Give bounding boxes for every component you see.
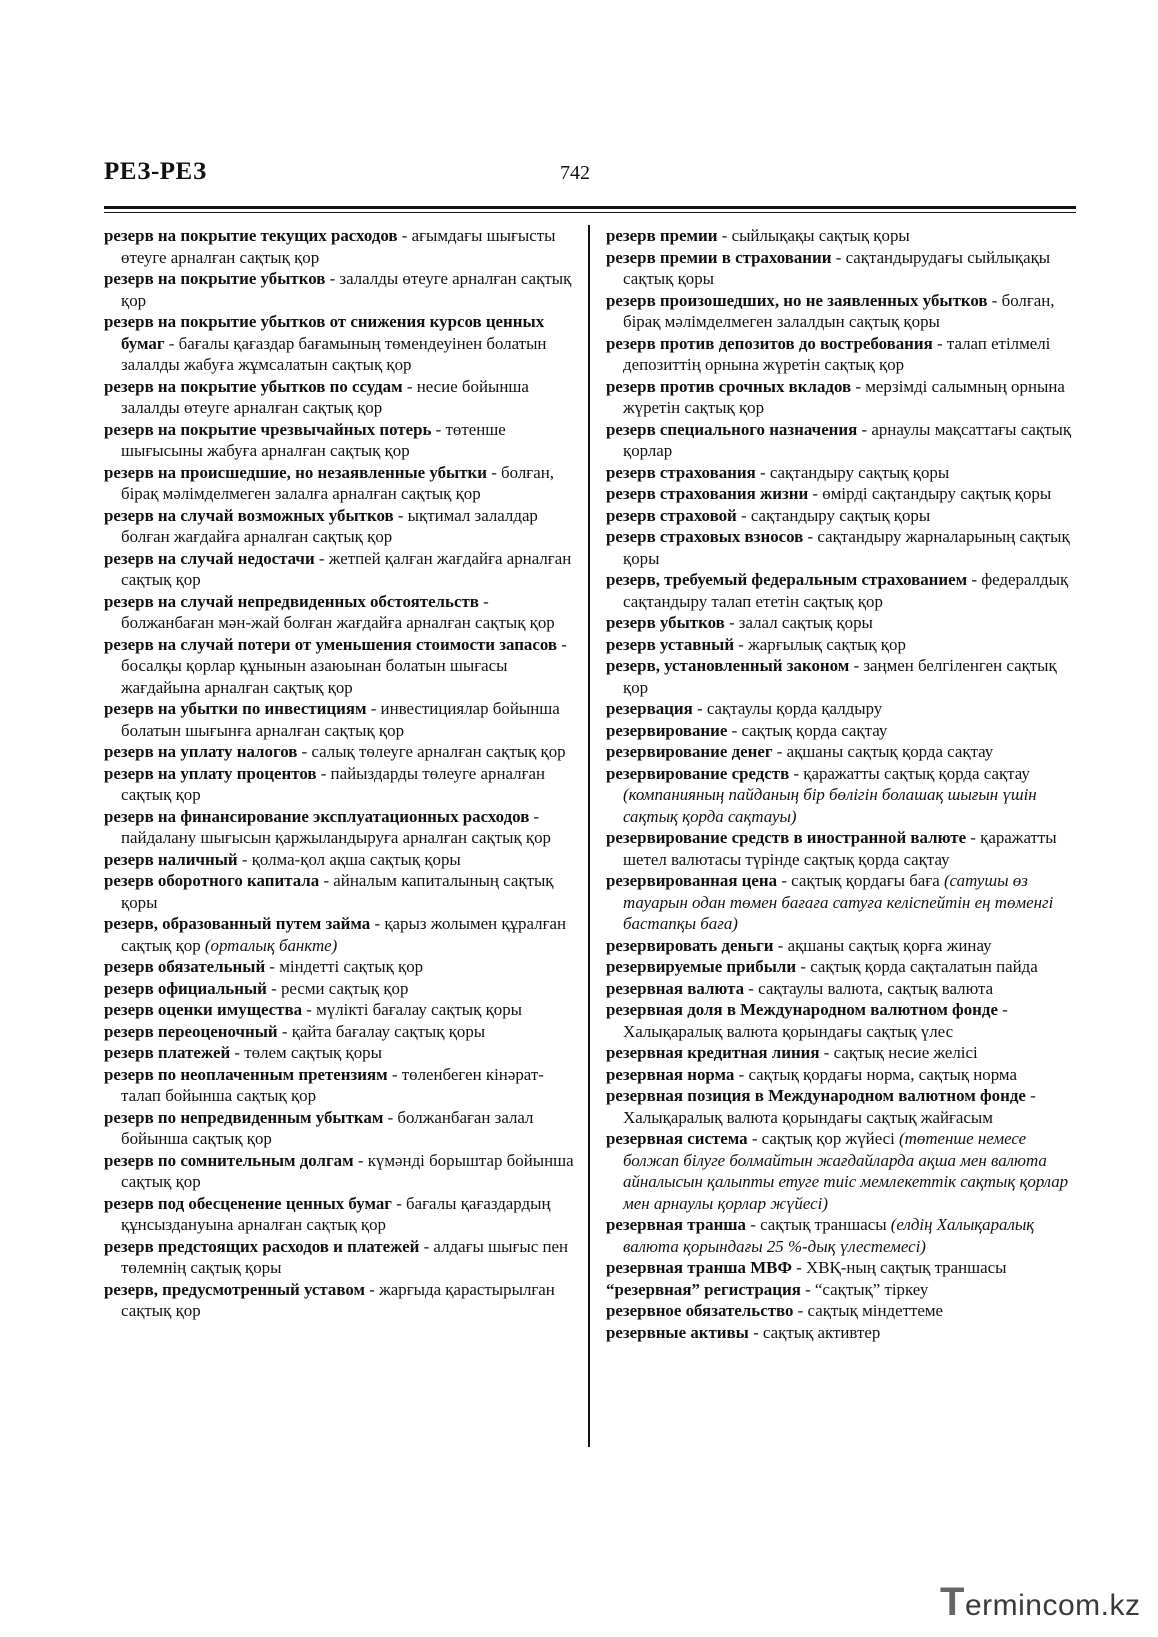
- entry-definition: - қайта бағалау сақтық қоры: [277, 1021, 486, 1041]
- entry-definition: - залал сақтық қоры: [724, 613, 873, 632]
- entry-note: (сатушы өз тауарын одан төмен бағаға сатуға келіспейтін ең төменгі бастапқы баға): [623, 871, 1054, 933]
- entry-definition: - алдағы шығыс пен төлемнің сақтық қоры: [121, 1236, 569, 1277]
- dictionary-entry: [104, 634, 574, 699]
- header-rule-thick: [104, 206, 1076, 209]
- entry-note: (елдің Халықаралық валюта қорындағы 25 %-дық үлестемесі): [623, 1215, 1035, 1256]
- entry-definition: - қаражатты сақтық қорда сақтау: [789, 763, 1030, 783]
- dictionary-entry: [606, 505, 1076, 527]
- entry-definition: - босалқы қорлар құнынын азаюынан болатын шығасы жағдайына арналған сақтық қор: [121, 634, 567, 697]
- entry-definition: - ақшаны сақтық қорда сақтау: [772, 742, 994, 761]
- dictionary-entry: [606, 526, 1076, 569]
- entry-term: резерв на случай непредвиденных обстоятельств: [104, 591, 479, 611]
- entry-definition: - сақтандырудағы сыйлықақы сақтық қоры: [623, 247, 1051, 288]
- dictionary-entry: [104, 763, 574, 806]
- dictionary-entry: [606, 1322, 1076, 1344]
- entry-term: резерв на уплату процентов: [104, 763, 317, 783]
- entry-term: резерв на случай недостачи: [104, 548, 315, 568]
- entry-definition: - күмәнді борыштар бойынша сақтық қор: [121, 1150, 574, 1191]
- entry-definition: - залалды өтеуге арналған сақтық қор: [121, 269, 572, 310]
- dictionary-entry: [606, 225, 1076, 247]
- entry-term: резерв на покрытие текущих расходов: [104, 226, 398, 245]
- entry-definition: - салық төлеуге арналған сақтық қор: [297, 742, 566, 761]
- entry-term: резерв уставный: [606, 634, 735, 654]
- entry-definition: - міндетті сақтық қор: [265, 957, 424, 976]
- dictionary-entry: [606, 956, 1076, 978]
- dictionary-entry: [606, 870, 1076, 935]
- entry-term: резервирование средств в иностранной валюте: [606, 828, 967, 847]
- entry-term: резервирование денег: [606, 742, 773, 761]
- entry-definition: - мерзімді салымның орнына жүретін сақтық қор: [623, 376, 1065, 417]
- dictionary-entry: [606, 376, 1076, 419]
- entry-definition: - ХВҚ-ның сақтық траншасы: [791, 1258, 1007, 1277]
- entry-definition: - төтенше шығысыны жабуға арналған сақтық қор: [121, 419, 506, 460]
- dictionary-entry: [104, 913, 574, 956]
- entry-term: резерв против срочных вкладов: [606, 376, 852, 396]
- entry-definition: - сақтық қорда сақталатын пайда: [796, 957, 1038, 976]
- entry-term: резервная транша: [606, 1215, 747, 1234]
- entry-definition: - өмірді сақтандыру сақтық қоры: [808, 484, 1052, 503]
- dictionary-entry: [104, 1150, 574, 1193]
- entry-term: резерв страховых взносов: [606, 527, 804, 546]
- termincom-watermark-logo: Termincom.kz: [940, 1580, 1141, 1624]
- entry-term: резервная позиция в Международном валютном фонде: [606, 1086, 1026, 1105]
- entry-term: резерв наличный: [104, 849, 238, 869]
- entry-definition: - болған, бірақ мәлімделмеген залалдын сақтық қоры: [623, 290, 1055, 331]
- entry-term: резервная кредитная линия: [606, 1043, 820, 1062]
- entry-definition: - сақтық міндеттеме: [793, 1301, 944, 1320]
- entry-term: резервирование средств: [606, 763, 790, 783]
- dictionary-entry: [104, 849, 574, 871]
- entry-term: резерв, образованный путем займа: [104, 914, 371, 933]
- entry-definition: - Халықаралық валюта қорындағы сақтық жайғасым: [623, 1086, 1036, 1127]
- entry-definition: - жарғыда қарастырылған сақтық қор: [121, 1279, 555, 1320]
- entry-term: резервировать деньги: [606, 935, 774, 955]
- header-rule-thin: [104, 212, 1076, 213]
- entry-term: резерв платежей: [104, 1043, 231, 1062]
- entry-term: резерв на покрытие убытков по ссудам: [104, 376, 403, 396]
- column-divider: [588, 225, 590, 1447]
- entry-definition: - сақтандыру сақтық қоры: [755, 462, 950, 482]
- entry-term: резерв страховой: [606, 505, 737, 525]
- left-column: [104, 225, 574, 1322]
- entry-term: резервная валюта: [606, 978, 745, 998]
- entry-term: резервные активы: [606, 1322, 749, 1342]
- entry-term: резервируемые прибыли: [606, 957, 797, 976]
- dictionary-entry: [104, 956, 574, 978]
- entry-definition: - сақтық қор жүйесі: [747, 1129, 900, 1148]
- entry-term: резерв, требуемый федеральным страхованием: [606, 570, 968, 589]
- running-header: РЕЗ-РЕЗ: [104, 158, 207, 185]
- entry-definition: - сақтық қорда сақтау: [727, 720, 888, 740]
- dictionary-entry: [606, 419, 1076, 462]
- entry-term: резервная транша МВФ: [606, 1258, 792, 1277]
- dictionary-entry: [104, 806, 574, 849]
- entry-definition: - қолма-қол ақша сақтық қоры: [237, 849, 461, 869]
- entry-term: резервная норма: [606, 1064, 735, 1084]
- dictionary-entry: [606, 1085, 1076, 1128]
- entry-term: резерв убытков: [606, 613, 725, 632]
- entry-definition: - арнаулы мақсаттағы сақтық қорлар: [623, 419, 1072, 460]
- dictionary-entry: [606, 290, 1076, 333]
- entry-definition: - болған, бірақ мәлімделмеген залалға арналған сақтық қор: [121, 462, 554, 503]
- entry-term: резерв премии: [606, 226, 718, 245]
- dictionary-entry: [606, 720, 1076, 742]
- dictionary-entry: [606, 1279, 1076, 1301]
- entry-note: (төтенше немесе болжап білуге болмайтын жағдайларда ақша мен валюта айналысын қалыпты етуге тиіс мемлекеттік сақтық қорлар мен арнаулы қорлар жүйесі): [623, 1129, 1069, 1213]
- dictionary-entry: [606, 634, 1076, 656]
- entry-term: резерв на происшедшие, но незаявленные убытки: [104, 462, 487, 482]
- entry-definition: - сақтандыру сақтық қоры: [736, 505, 931, 525]
- right-column: [606, 225, 1076, 1343]
- entry-term: резервированная цена: [606, 871, 778, 890]
- entry-term: резерв премии в страховании: [606, 247, 832, 267]
- dictionary-entry: [606, 1300, 1076, 1322]
- dictionary-entry: [104, 462, 574, 505]
- dictionary-entry: [104, 870, 574, 913]
- dictionary-entry: [104, 698, 574, 741]
- dictionary-entry: [104, 999, 574, 1021]
- dictionary-entry: [104, 1021, 574, 1043]
- entry-definition: - сыйлықақы сақтық қоры: [717, 226, 910, 245]
- dictionary-entry: [104, 419, 574, 462]
- entry-term: резерв переоценочный: [104, 1021, 278, 1041]
- dictionary-entry: [606, 612, 1076, 634]
- entry-definition: - жетпей қалған жағдайға арналған сақтық қор: [121, 548, 572, 589]
- dictionary-entry: [104, 548, 574, 591]
- dictionary-entry: [606, 741, 1076, 763]
- entry-term: резервирование: [606, 720, 728, 740]
- entry-definition: - сақтаулы қорда қалдыру: [692, 699, 883, 718]
- entry-term: резерв под обесценение ценных бумаг: [104, 1193, 392, 1213]
- entry-term: резерв на покрытие чрезвычайных потерь: [104, 419, 432, 439]
- entry-definition: - сақтық несие желісі: [819, 1043, 978, 1062]
- entry-term: резервация: [606, 699, 693, 718]
- entry-definition: - инвестициялар бойынша болатын шығынға арналған сақтық қор: [121, 699, 560, 740]
- entry-term: резерв страхования жизни: [606, 484, 809, 503]
- dictionary-entry: [104, 225, 574, 268]
- dictionary-entry: [606, 827, 1076, 870]
- entry-term: резерв по неоплаченным претензиям: [104, 1064, 388, 1084]
- entry-definition: - мүлікті бағалау сақтық қоры: [302, 1000, 523, 1019]
- entry-term: резерв по непредвиденным убыткам: [104, 1107, 384, 1127]
- entry-term: резерв, установленный законом: [606, 656, 850, 675]
- entry-term: резерв официальный: [104, 978, 267, 998]
- entry-term: резерв оценки имущества: [104, 1000, 303, 1019]
- entry-term: резерв на финансирование эксплуатационных расходов: [104, 806, 530, 826]
- entry-definition: - бағалы қағаздар бағамының төмендеуінен болатын залалды жабуға жұмсалатын сақтық қор: [121, 333, 547, 374]
- dictionary-entry: [104, 741, 574, 763]
- entry-term: резерв, предусмотренный уставом: [104, 1279, 366, 1299]
- entry-term: резервная доля в Международном валютном фонде: [606, 1000, 998, 1019]
- dictionary-entry: [606, 1128, 1076, 1214]
- entry-note: (орталық банкте): [204, 935, 338, 955]
- dictionary-entry: [104, 1279, 574, 1322]
- entry-term: резерв произошедших, но не заявленных убытков: [606, 290, 988, 310]
- entry-term: резерв оборотного капитала: [104, 871, 320, 890]
- entry-definition: - бағалы қағаздардың құнсыздануына арналған сақтық қор: [121, 1193, 551, 1234]
- dictionary-entry: [606, 763, 1076, 828]
- entry-term: резервное обязательство: [606, 1301, 794, 1320]
- entry-definition: - пайдалану шығысын қаржыландыруға арналған сақтық қор: [121, 806, 551, 847]
- page-number: 742: [560, 162, 590, 184]
- dictionary-entry: [606, 569, 1076, 612]
- entry-definition: - ағымдағы шығысты өтеуге арналған сақтық қор: [121, 226, 556, 267]
- entry-definition: - сақтық активтер: [748, 1322, 881, 1342]
- dictionary-entry: [606, 978, 1076, 1000]
- entry-term: резерв на случай возможных убытков: [104, 505, 394, 525]
- entry-note: (компанияның пайданың бір бөлігін болашақ шығын үшін сақтық қорда сақтауы): [623, 785, 1037, 826]
- entry-definition: - болжанбаған мән-жай болған жағдайға арналған сақтық қор: [121, 591, 555, 632]
- dictionary-entry: [606, 247, 1076, 290]
- dictionary-entry: [104, 591, 574, 634]
- entry-definition: - “сақтық” тіркеу: [800, 1279, 929, 1299]
- entry-term: “резервная” регистрация: [606, 1279, 801, 1299]
- dictionary-entry: [606, 1214, 1076, 1257]
- entry-term: резерв по сомнительным долгам: [104, 1150, 354, 1170]
- dictionary-entry: [104, 1064, 574, 1107]
- dictionary-entry: [606, 935, 1076, 957]
- dictionary-entry: [606, 655, 1076, 698]
- dictionary-entry: [104, 505, 574, 548]
- entry-definition: - ақшаны сақтық қорға жинау: [773, 935, 992, 955]
- entry-definition: - сақтандыру жарналарының сақтық қоры: [623, 527, 1070, 568]
- entry-definition: - несие бойынша залалды өтеуге арналған сақтық қор: [121, 376, 529, 417]
- entry-definition: - сақтық қордағы норма, сақтық норма: [734, 1064, 1017, 1084]
- entry-definition: - сақтық траншасы: [746, 1215, 891, 1234]
- entry-term: резерв предстоящих расходов и платежей: [104, 1236, 420, 1256]
- entry-term: резерв на случай потери от уменьшения стоимости запасов: [104, 634, 558, 654]
- entry-term: резерв обязательный: [104, 957, 266, 976]
- dictionary-entry: [606, 1064, 1076, 1086]
- entry-definition: - сақтаулы валюта, сақтық валюта: [744, 978, 994, 998]
- entry-term: резерв страхования: [606, 462, 756, 482]
- dictionary-entry: [606, 999, 1076, 1042]
- entry-definition: - төлем сақтық қоры: [230, 1043, 382, 1062]
- entry-term: резервная система: [606, 1129, 748, 1148]
- dictionary-entry: [104, 376, 574, 419]
- dictionary-entry: [606, 1042, 1076, 1064]
- entry-term: резерв против депозитов до востребования: [606, 333, 933, 353]
- dictionary-entry: [104, 1193, 574, 1236]
- entry-definition: - талап етілмелі депозиттің орнына жүретін сақтық қор: [623, 333, 1051, 374]
- dictionary-entry: [606, 698, 1076, 720]
- entry-definition: - қаражатты шетел валютасы түрінде сақтық қорда сақтау: [623, 828, 1057, 869]
- entry-definition: - сақтық қордағы баға: [777, 871, 944, 890]
- entry-definition: - заңмен белгіленген сақтық қор: [623, 656, 1057, 697]
- entry-term: резерв на покрытие убытков: [104, 269, 326, 288]
- dictionary-entry: [104, 311, 574, 376]
- entry-term: резерв на убытки по инвестициям: [104, 699, 367, 718]
- dictionary-entry: [606, 483, 1076, 505]
- entry-term: резерв специального назначения: [606, 419, 858, 439]
- dictionary-entry: [606, 333, 1076, 376]
- entry-term: резерв на уплату налогов: [104, 742, 298, 761]
- dictionary-entry: [104, 1042, 574, 1064]
- dictionary-entry: [606, 462, 1076, 484]
- entry-definition: - федералдық сақтандыру талап ететін сақтық қор: [623, 570, 1069, 611]
- entry-definition: - ресми сақтық қор: [266, 978, 409, 998]
- dictionary-entry: [104, 978, 574, 1000]
- entry-definition: - төленбеген кінәрат-талап бойынша сақтық қор: [121, 1064, 544, 1105]
- dictionary-entry: [104, 1236, 574, 1279]
- entry-definition: - болжанбаған залал бойынша сақтық қор: [121, 1107, 534, 1148]
- entry-definition: - қарыз жолымен құралған сақтық қор: [121, 914, 567, 955]
- dictionary-entry: [104, 268, 574, 311]
- entry-definition: - Халықаралық валюта қорындағы сақтық үлес: [623, 1000, 1008, 1041]
- entry-definition: - пайыздарды төлеуге арналған сақтық қор: [121, 763, 546, 804]
- entry-term: резерв на покрытие убытков от снижения курсов ценных бумаг: [104, 312, 545, 353]
- dictionary-entry: [606, 1257, 1076, 1279]
- entry-definition: - жарғылық сақтық қор: [734, 634, 906, 654]
- entry-definition: - ықтимал залалдар болған жағдайға арналған сақтық қор: [121, 505, 538, 546]
- dictionary-entry: [104, 1107, 574, 1150]
- entry-definition: - айналым капиталының сақтық қоры: [121, 871, 554, 912]
